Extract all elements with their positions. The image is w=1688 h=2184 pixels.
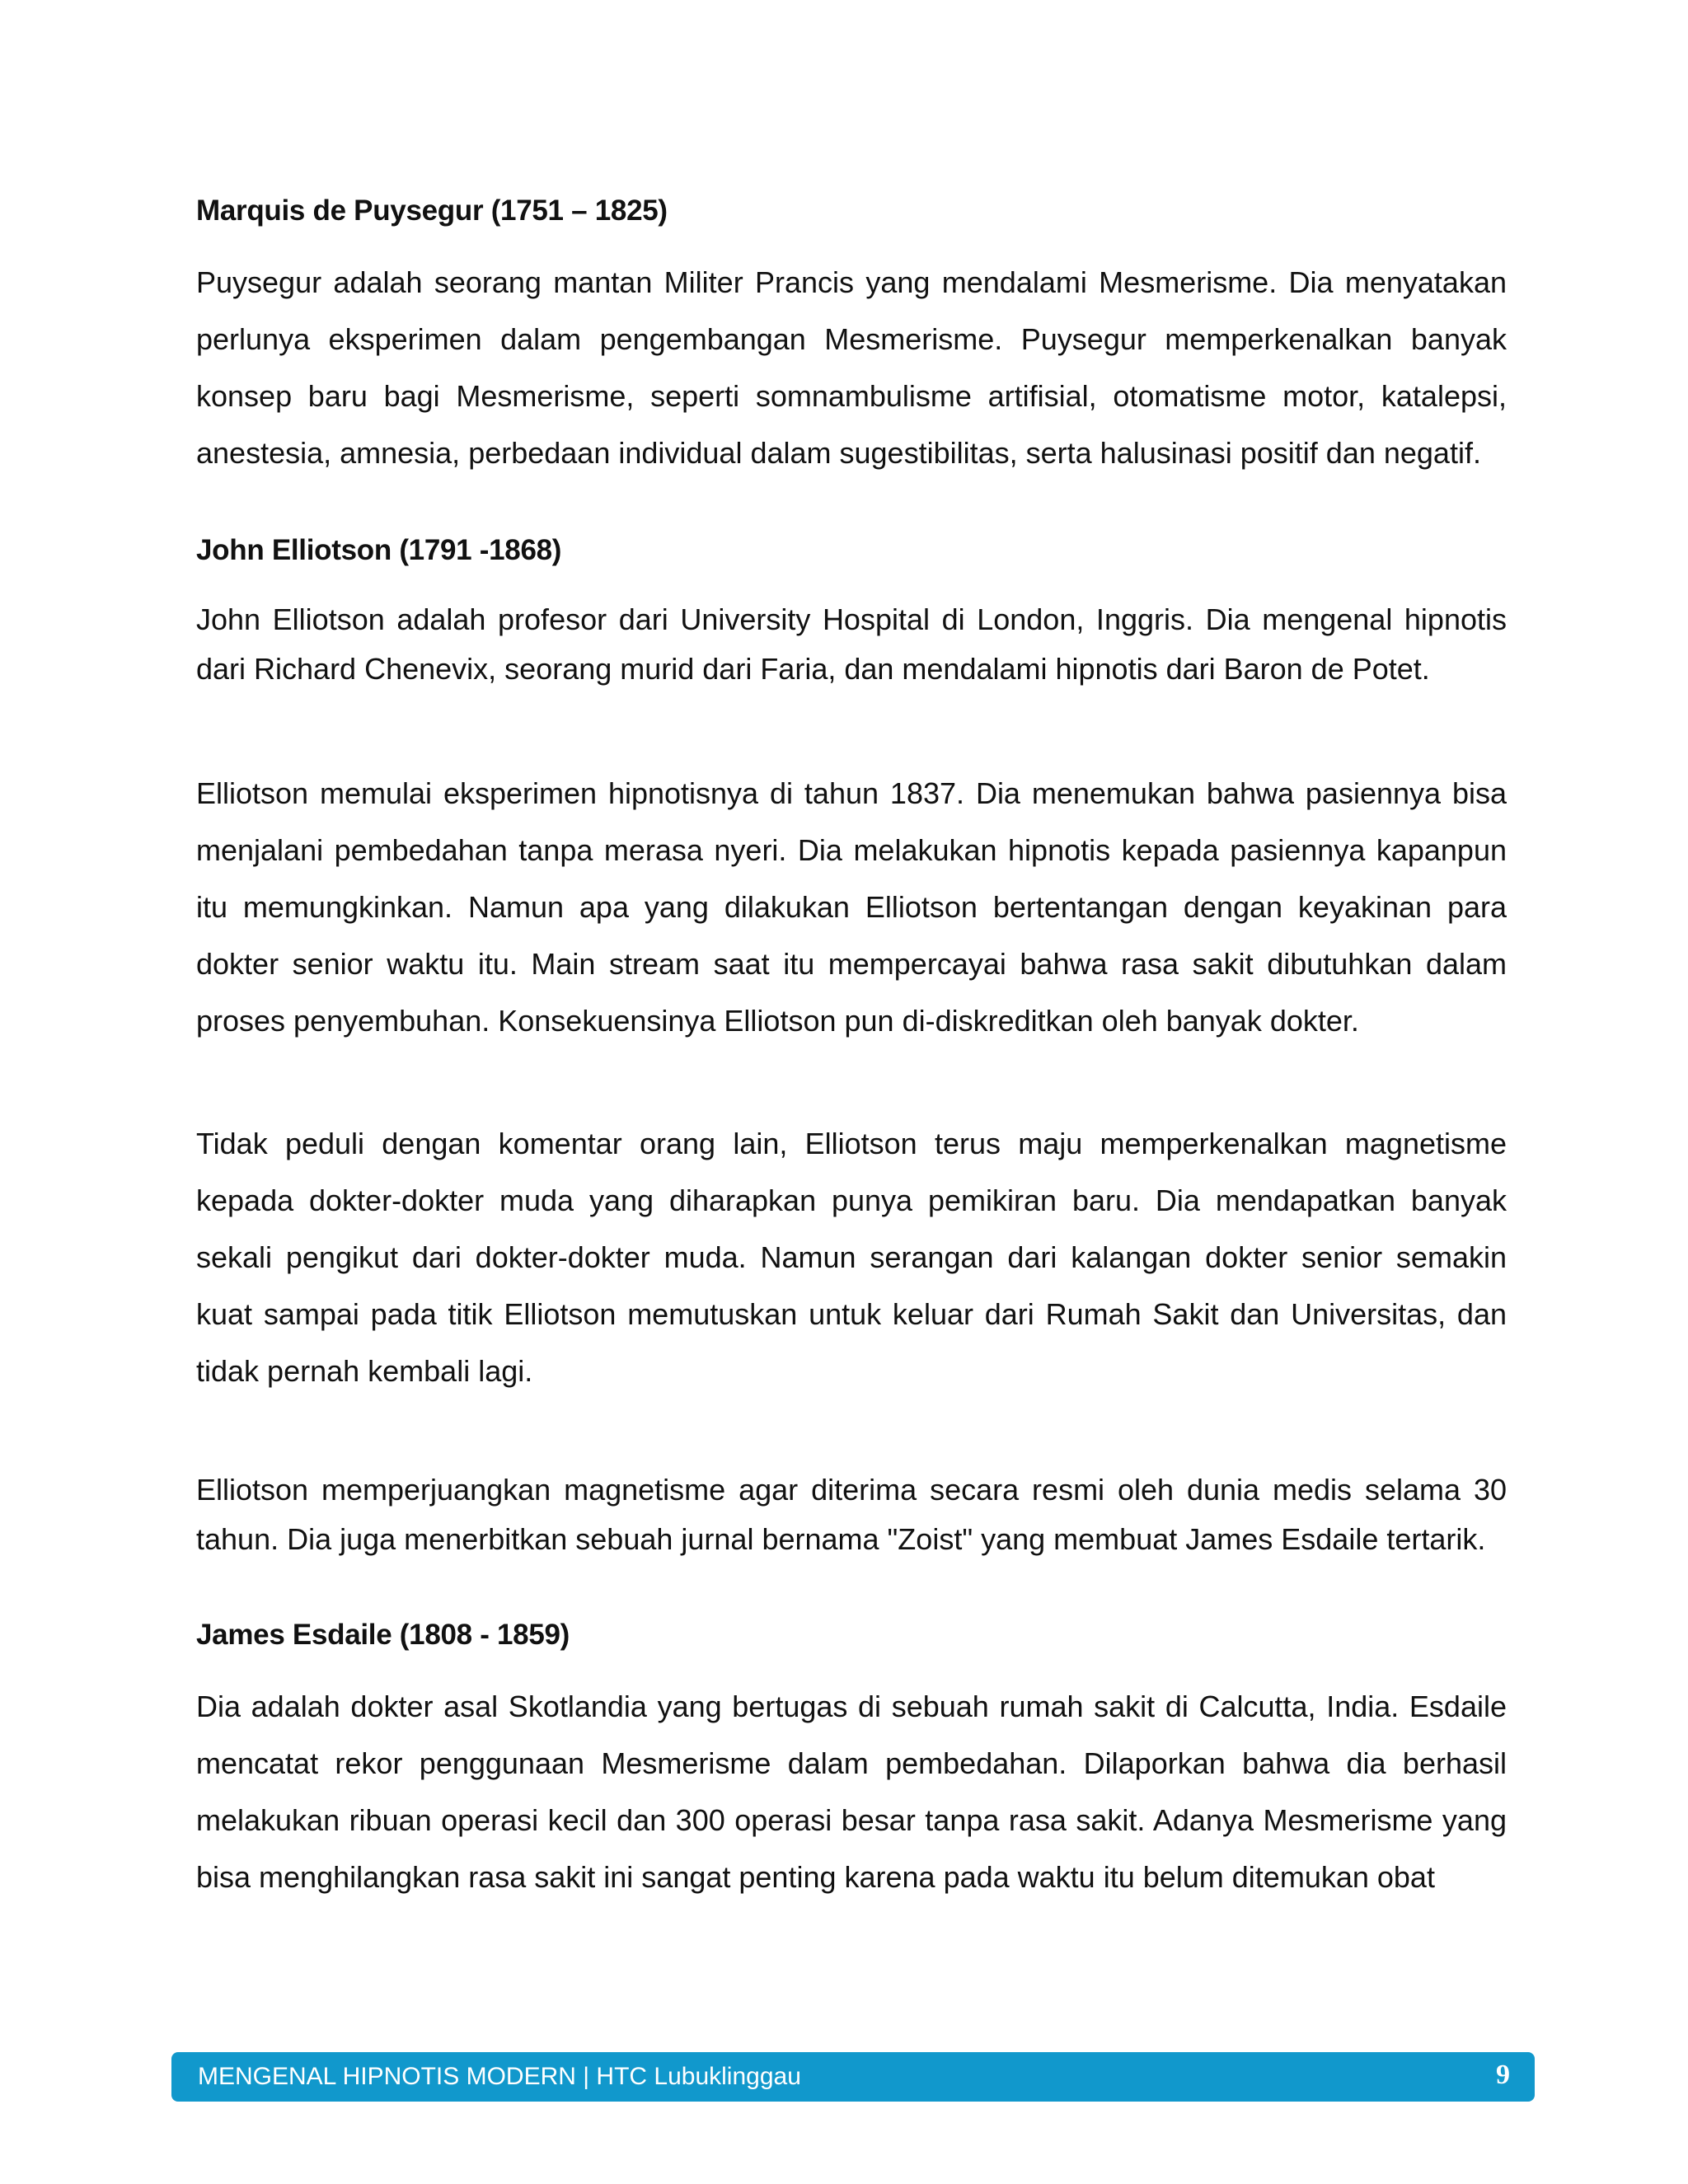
section-title-esdaile: James Esdaile (1808 - 1859)	[196, 1619, 570, 1651]
paragraph-elliotson-experiments: Elliotson memulai eksperimen hipnotisnya di tahun 1837. Dia menemukan bahwa pasiennya bisa menjalani pembedahan tanpa merasa nyeri. Dia melakukan hipnotis kepada pasiennya kapanpun itu memungkinkan. Namun apa yang dilakukan Elliotson bertentangan dengan keyakinan para dokter senior waktu itu. Main stream saat itu mempercayai bahwa rasa sakit dibutuhkan dalam proses penyembuhan. Konsekuensinya Elliotson pun di-diskreditkan oleh banyak dokter.	[196, 776, 1507, 1038]
paragraph-esdaile: Dia adalah dokter asal Skotlandia yang bertugas di sebuah rumah sakit di Calcutta, India. Esdaile mencatat rekor penggunaan Mesmerisme dalam pembedahan. Dilaporkan bahwa dia berhasil melakukan ribuan operasi kecil dan 300 operasi besar tanpa rasa sakit. Adanya Mesmerisme yang bisa menghilangkan rasa sakit ini sangat penting karena pada waktu itu belum ditemukan obat	[196, 1690, 1507, 1894]
paragraph-elliotson-zoist: Elliotson memperjuangkan magnetisme agar diterima secara resmi oleh dunia medis selama 30 tahun. Dia juga menerbitkan sebuah jurnal bernama "Zoist" yang membuat James Esdaile tertarik.	[196, 1473, 1507, 1556]
section-title-puysegur: Marquis de Puysegur (1751 – 1825)	[196, 194, 668, 227]
paragraph-elliotson-intro: John Elliotson adalah profesor dari University Hospital di London, Inggris. Dia mengenal hipnotis dari Richard Chenevix, seorang murid dari Faria, dan mendalami hipnotis dari Baron de Potet.	[196, 602, 1507, 686]
page-content	[196, 191, 1507, 1905]
footer-title: MENGENAL HIPNOTIS MODERN | HTC Lubuklinggau	[198, 2063, 801, 2090]
page-number: 9	[1496, 2060, 1510, 2090]
paragraph-elliotson-followers: Tidak peduli dengan komentar orang lain, Elliotson terus maju memperkenalkan magnetisme kepada dokter-dokter muda yang diharapkan punya pemikiran baru. Dia mendapatkan banyak sekali pengikut dari dokter-dokter muda. Namun serangan dari kalangan dokter senior semakin kuat sampai pada titik Elliotson memutuskan untuk keluar dari Rumah Sakit dan Universitas, dan tidak pernah kembali lagi.	[196, 1127, 1507, 1388]
page-footer	[171, 2052, 1535, 2102]
section-title-elliotson: John Elliotson (1791 -1868)	[196, 534, 562, 566]
paragraph-puysegur: Puysegur adalah seorang mantan Militer Prancis yang mendalami Mesmerisme. Dia menyatakan perlunya eksperimen dalam pengembangan Mesmerisme. Puysegur memperkenalkan banyak konsep baru bagi Mesmerisme, seperti somnambulisme artifisial, otomatisme motor, katalepsi, anestesia, amnesia, perbedaan individual dalam sugestibilitas, serta halusinasi positif dan negatif.	[196, 265, 1507, 470]
